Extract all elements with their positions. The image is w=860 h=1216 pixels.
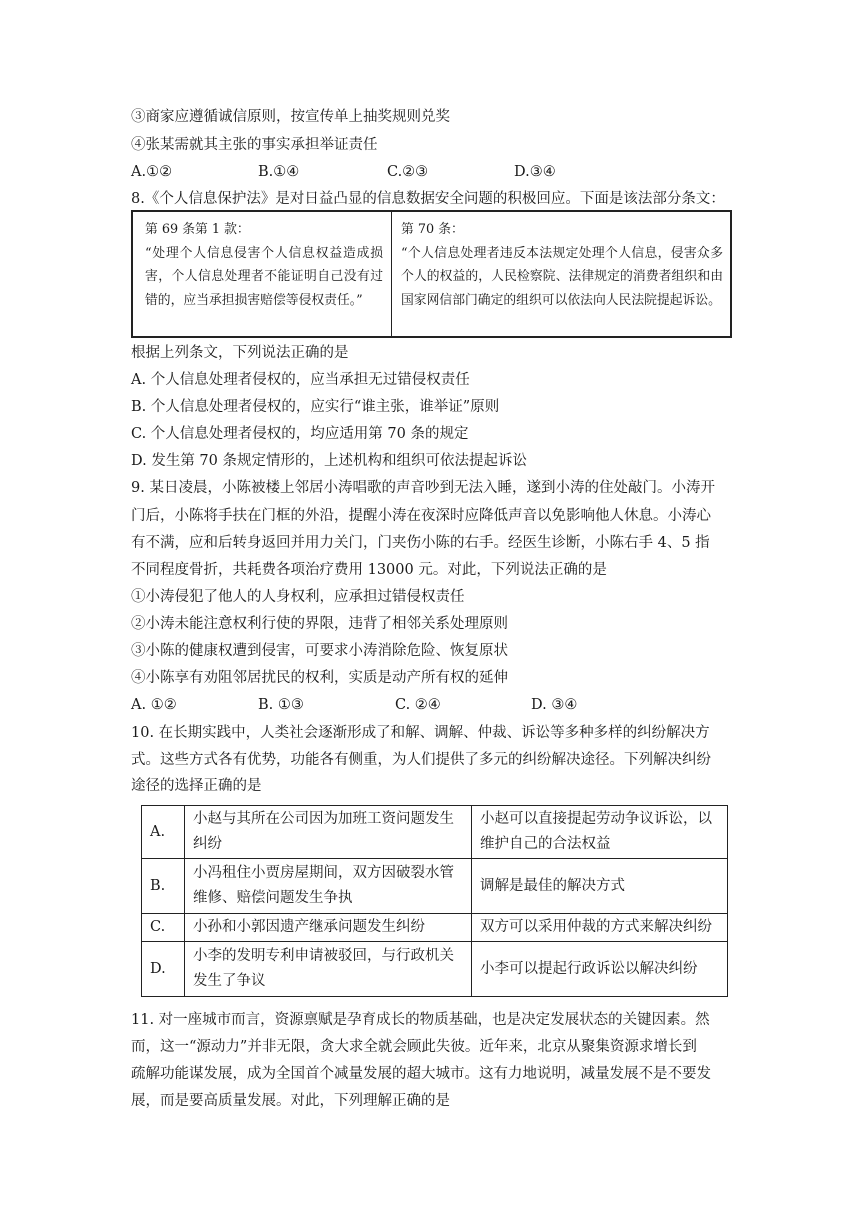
q8-option-a[interactable]: A. 个人信息处理者侵权的，应当承担无过错侵权责任 — [131, 372, 470, 388]
q10-options-table — [141, 805, 728, 997]
q7-option-c[interactable]: C.②③ — [387, 164, 429, 180]
law-article-69 — [145, 218, 383, 312]
row-case: 小李的发明专利申请被驳回，与行政机关发生了争议 — [185, 942, 472, 997]
table-row[interactable] — [142, 806, 728, 859]
q11-stem-line-3: 疏解功能谋发展，成为全国首个减量发展的超大城市。这有力地说明，减量发展不是不要发 — [131, 1066, 711, 1082]
row-case: 小赵与其所在公司因为加班工资问题发生纠纷 — [185, 806, 472, 859]
q9-stem-line-1: 9. 某日凌晨，小陈被楼上邻居小涛唱歌的声音吵到无法入睡，遂到小涛的住处敲门。小涛开 — [131, 480, 715, 496]
row-resolution: 小赵可以直接提起劳动争议诉讼，以维护自己的合法权益 — [472, 806, 728, 859]
q11-stem-line-2: 而，这一“源动力”并非无限，贪大求全就会顾此失彼。近年来，北京从聚集资源求增长到 — [131, 1039, 697, 1055]
q9-item-1: ①小涛侵犯了他人的人身权利，应承担过错侵权责任 — [131, 589, 465, 605]
q8-option-c[interactable]: C. 个人信息处理者侵权的，均应适用第 70 条的规定 — [131, 426, 469, 442]
row-resolution: 调解是最佳的解决方式 — [472, 859, 728, 914]
q9-option-b[interactable]: B. ①③ — [258, 697, 304, 713]
row-key: D. — [142, 942, 185, 997]
q7-item-4: ④张某需就其主张的事实承担举证责任 — [131, 137, 378, 153]
q7-option-b[interactable]: B.①④ — [258, 164, 300, 180]
q11-stem-line-1: 11. 对一座城市而言，资源禀赋是孕育成长的物质基础，也是决定发展状态的关键因素。然 — [131, 1012, 710, 1028]
q10-stem-line-1: 10. 在长期实践中，人类社会逐渐形成了和解、调解、仲裁、诉讼等多种多样的纠纷解决方 — [131, 725, 710, 741]
q9-item-4: ④小陈享有劝阻邻居扰民的权利，实质是动产所有权的延伸 — [131, 670, 508, 686]
q9-stem-line-2: 门后，小陈将手扶在门框的外沿，提醒小涛在夜深时应降低声音以免影响他人休息。小涛心 — [131, 508, 711, 524]
q9-stem-line-4: 不同程度骨折，共耗费各项治疗费用 13000 元。对此，下列说法正确的是 — [131, 562, 607, 578]
q8-option-b[interactable]: B. 个人信息处理者侵权的，应实行“谁主张，谁举证”原则 — [131, 399, 500, 415]
law-excerpt-box — [131, 210, 732, 338]
article-69-title: 第 69 条第 1 款： — [145, 222, 250, 237]
table-row[interactable] — [142, 859, 728, 914]
row-case: 小孙和小郭因遗产继承问题发生纠纷 — [185, 914, 472, 942]
q9-option-d[interactable]: D. ③④ — [531, 697, 578, 713]
q9-stem-line-3: 有不满，应和后转身返回并用力关门，门夹伤小陈的右手。经医生诊断，小陈右手 4、5 指 — [131, 535, 710, 551]
row-key: A. — [142, 806, 185, 859]
table-row[interactable] — [142, 942, 728, 997]
law-box-divider — [391, 212, 392, 336]
q9-option-a[interactable]: A. ①② — [131, 697, 177, 713]
q7-item-3: ③商家应遵循诚信原则，按宣传单上抽奖规则兑奖 — [131, 109, 450, 125]
q7-option-a[interactable]: A.①② — [131, 164, 173, 180]
q8-prompt: 根据上列条文，下列说法正确的是 — [131, 345, 349, 361]
row-case: 小冯租住小贾房屋期间，双方因破裂水管维修、赔偿问题发生争执 — [185, 859, 472, 914]
q8-option-d[interactable]: D. 发生第 70 条规定情形的，上述机构和组织可依法提起诉讼 — [131, 453, 527, 469]
row-key: B. — [142, 859, 185, 914]
article-69-text: “处理个人信息侵害个人信息权益造成损害，个人信息处理者不能证明自己没有过错的，应当承担损害赔偿等侵权责任。” — [145, 245, 383, 308]
q8-stem: 8.《个人信息保护法》是对日益凸显的信息数据安全问题的积极回应。下面是该法部分条文： — [131, 191, 725, 207]
q10-stem-line-2: 式。这些方式各有优势，功能各有侧重，为人们提供了多元的纠纷解决途径。下列解决纠纷 — [131, 752, 711, 768]
q9-item-3: ③小陈的健康权遭到侵害，可要求小涛消除危险、恢复原状 — [131, 643, 508, 659]
q7-option-d[interactable]: D.③④ — [514, 164, 556, 180]
q10-stem-line-3: 途径的选择正确的是 — [131, 778, 262, 794]
law-article-70 — [401, 218, 723, 312]
q9-item-2: ②小涛未能注意权利行使的界限，违背了相邻关系处理原则 — [131, 616, 508, 632]
row-resolution: 双方可以采用仲裁的方式来解决纠纷 — [472, 914, 728, 942]
article-70-title: 第 70 条： — [401, 222, 464, 237]
row-key: C. — [142, 914, 185, 942]
article-70-text: “个人信息处理者违反本法规定处理个人信息，侵害众多个人的权益的，人民检察院、法律规定的消费者组织和由国家网信部门确定的组织可以依法向人民法院提起诉讼。 — [401, 245, 723, 308]
q9-option-c[interactable]: C. ②④ — [395, 697, 441, 713]
table-row[interactable] — [142, 914, 728, 942]
q11-stem-line-4: 展，而是要高质量发展。对此，下列理解正确的是 — [131, 1093, 450, 1109]
row-resolution: 小李可以提起行政诉讼以解决纠纷 — [472, 942, 728, 997]
